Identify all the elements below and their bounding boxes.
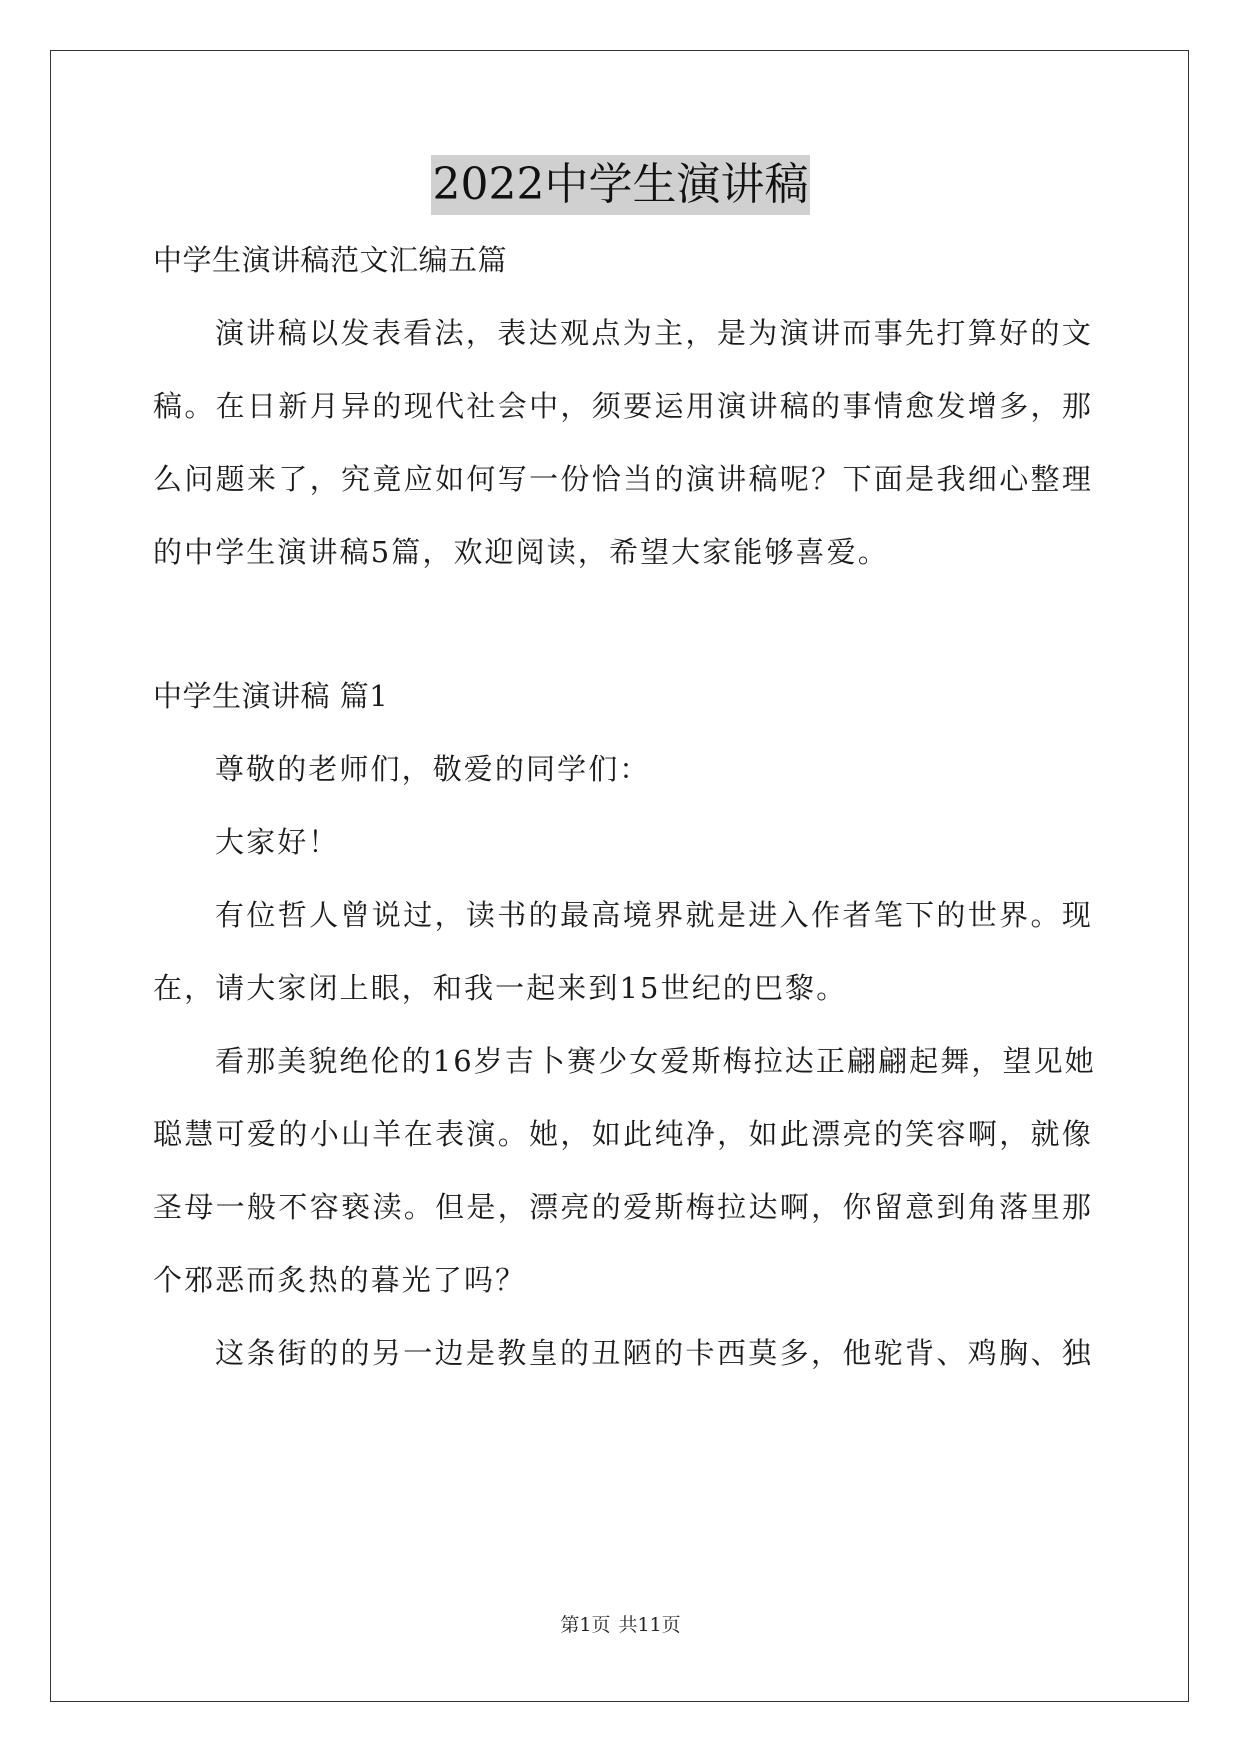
intro-line-3: 么问题来了，究竟应如何写一份恰当的演讲稿呢？下面是我细心整理 — [153, 462, 1093, 496]
body-line-4: 在，请大家闭上眼，和我一起来到15世纪的巴黎。 — [153, 971, 848, 1005]
page-total: 共11页 — [618, 1614, 681, 1636]
intro-line-1: 演讲稿以发表看法，表达观点为主，是为演讲而事先打算好的文 — [215, 316, 1093, 350]
document-subtitle: 中学生演讲稿范文汇编五篇 — [153, 243, 508, 277]
page-border — [50, 50, 1189, 1702]
title-container — [0, 155, 1241, 215]
body-line-6: 聪慧可爱的小山羊在表演。她，如此纯净，如此漂亮的笑容啊，就像 — [153, 1117, 1093, 1151]
body-line-3: 有位哲人曾说过，读书的最高境界就是进入作者笔下的世界。现 — [215, 898, 1093, 932]
intro-line-4: 的中学生演讲稿5篇，欢迎阅读，希望大家能够喜爱。 — [153, 535, 889, 569]
page-number: 第1页 — [560, 1614, 611, 1636]
body-line-7: 圣母一般不容亵渎。但是，漂亮的爱斯梅拉达啊，你留意到角落里那 — [153, 1190, 1093, 1224]
greeting: 大家好！ — [215, 825, 340, 859]
page-footer — [0, 1612, 1241, 1638]
intro-line-2: 稿。在日新月异的现代社会中，须要运用演讲稿的事情愈发增多，那 — [153, 389, 1093, 423]
document-title: 2022中学生演讲稿 — [431, 155, 811, 215]
body-line-8: 个邪恶而炙热的暮光了吗？ — [153, 1263, 527, 1297]
salutation: 尊敬的老师们，敬爱的同学们： — [215, 752, 651, 786]
body-line-5: 看那美貌绝伦的16岁吉卜赛少女爱斯梅拉达正翩翩起舞，望见她 — [215, 1044, 1096, 1078]
body-line-9: 这条街的的另一边是教皇的丑陋的卡西莫多，他驼背、鸡胸、独 — [215, 1336, 1093, 1370]
section-heading: 中学生演讲稿 篇1 — [153, 679, 389, 713]
